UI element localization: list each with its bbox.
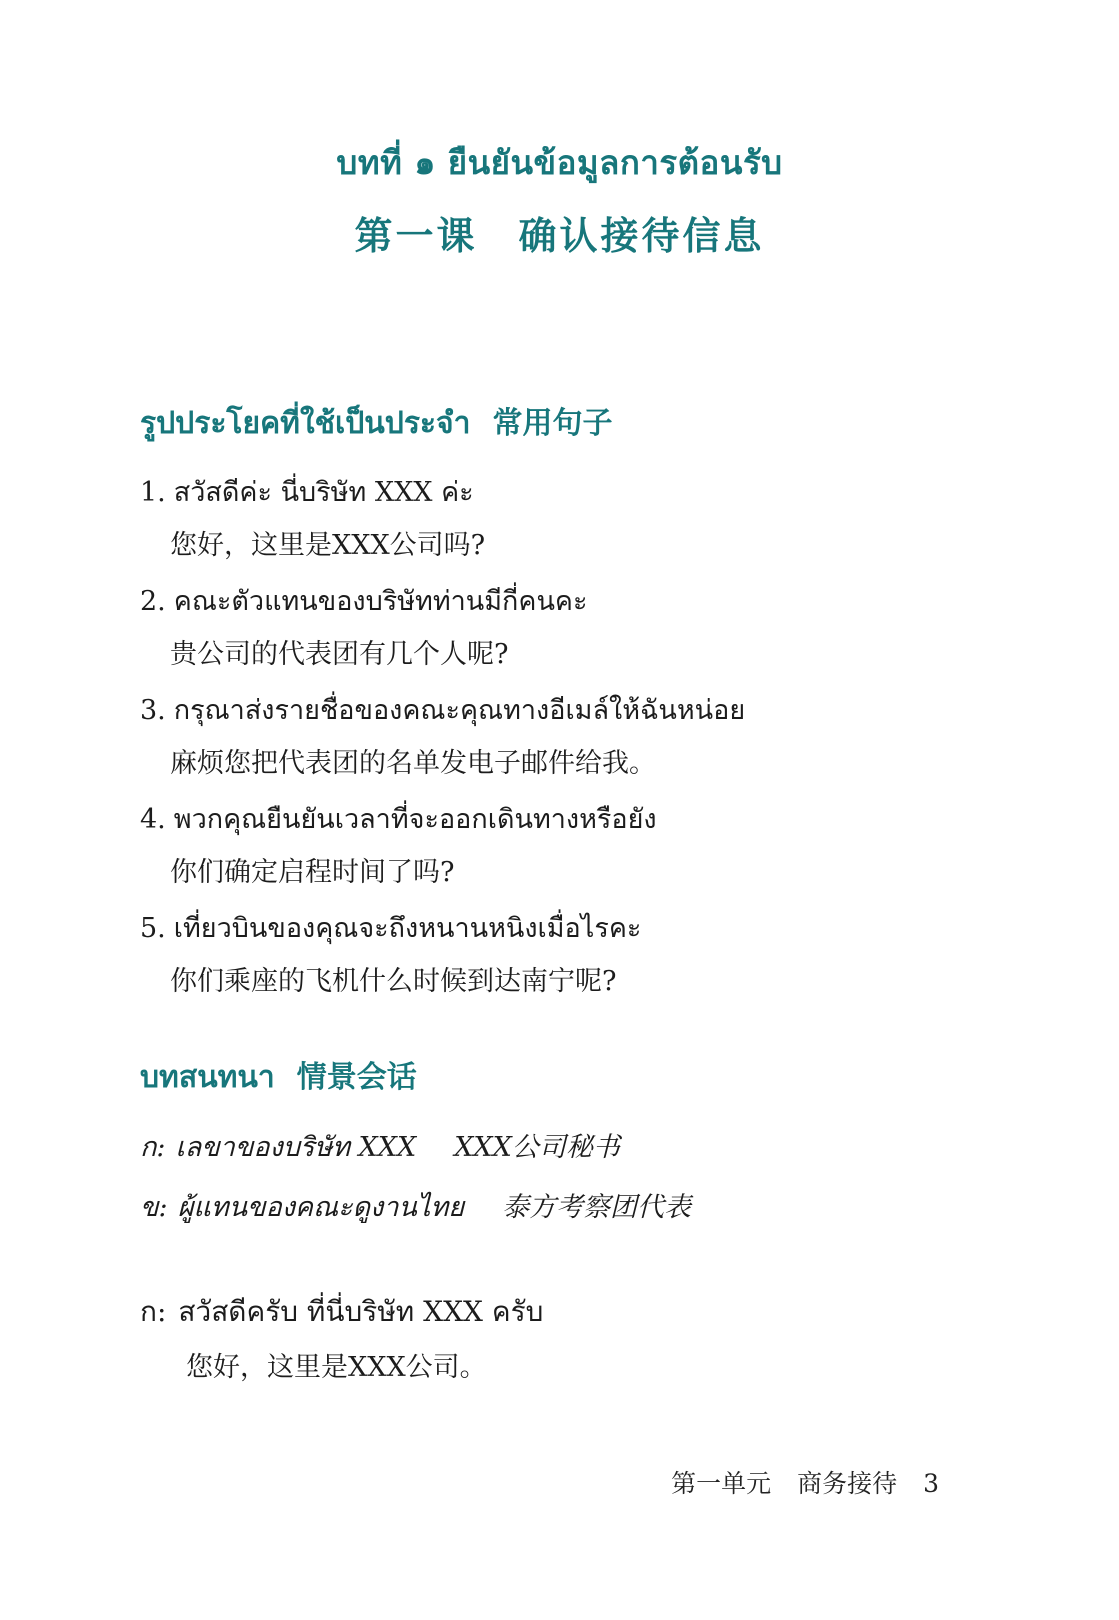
sentence-item [140, 793, 990, 899]
sentence-thai-line [140, 575, 990, 628]
sentences-section-heading [140, 398, 612, 447]
sentence-number: 1. [140, 477, 166, 508]
sentence-item [140, 684, 990, 790]
footer-page-number: 3 [923, 1469, 939, 1498]
sentence-thai-text: พวกคุณยืนยันเวลาที่จะออกเดินทางหรือยัง [173, 804, 657, 835]
sentence-chinese-line: 你们确定启程时间了吗? [170, 857, 455, 888]
dialogue-thai-line [140, 1284, 990, 1340]
sentences-heading-thai: รูปประโยคที่ใช้เป็นประจำ [140, 406, 471, 441]
sentence-item [140, 466, 990, 572]
cast-label: ข: [140, 1192, 168, 1223]
sentence-item [140, 575, 990, 681]
cast-thai: ผู้แทนของคณะดูงานไทย [177, 1192, 465, 1223]
page-footer [671, 1464, 939, 1500]
dialogue-section-heading [140, 1052, 417, 1101]
sentence-thai-line [140, 684, 990, 737]
sentence-thai-line [140, 902, 990, 955]
cast-line [140, 1118, 990, 1178]
sentence-number: 3. [140, 695, 166, 726]
cast-chinese: XXX公司秘书 [454, 1132, 620, 1163]
sentence-thai-line [140, 466, 990, 519]
chapter-title-block [0, 136, 1119, 260]
dialogue-thai-text: สวัสดีครับ ที่นี่บริษัท XXX ครับ [178, 1295, 544, 1328]
footer-unit: 第一单元 [671, 1469, 772, 1498]
cast-label: ก: [140, 1132, 166, 1163]
sentence-chinese-line: 您好，这里是XXX公司吗? [170, 530, 486, 561]
cast-thai: เลขาของบริษัท XXX [175, 1132, 417, 1163]
sentence-thai-text: คณะตัวแทนของบริษัทท่านมีกี่คนคะ [173, 586, 588, 617]
dialogue-block [140, 1284, 990, 1396]
sentence-list [140, 466, 990, 1011]
sentence-thai-text: เที่ยวบินของคุณจะถึงหนานหนิงเมื่อไรคะ [173, 913, 642, 944]
sentence-thai-line [140, 793, 990, 846]
sentence-number: 2. [140, 586, 166, 617]
chapter-title-thai: บทที่ ๑ ยืนยันข้อมูลการต้อนรับ [336, 143, 783, 182]
cast-line [140, 1178, 990, 1238]
chapter-title-chinese: 第一课 确认接待信息 [354, 214, 765, 258]
sentence-number: 5. [140, 913, 166, 944]
sentence-thai-text: กรุณาส่งรายชื่อของคณะคุณทางอีเมล์ให้ฉันหน่อย [173, 695, 746, 726]
dialogue-heading-chinese: 情景会话 [296, 1060, 417, 1095]
dialogue-speaker-label: ก: [140, 1295, 167, 1328]
sentence-chinese-line: 贵公司的代表团有几个人呢? [170, 639, 509, 670]
sentences-heading-chinese: 常用句子 [492, 406, 613, 441]
cast-list [140, 1118, 990, 1238]
cast-chinese: 泰方考察团代表 [502, 1192, 692, 1223]
dialogue-chinese-line: 您好，这里是XXX公司。 [186, 1352, 487, 1383]
dialogue-heading-thai: บทสนทนา [140, 1060, 275, 1095]
sentence-thai-text: สวัสดีค่ะ นี่บริษัท XXX ค่ะ [173, 477, 474, 508]
sentence-item [140, 902, 990, 1008]
sentence-chinese-line: 你们乘座的飞机什么时候到达南宁呢? [170, 966, 617, 997]
sentence-chinese-line: 麻烦您把代表团的名单发电子邮件给我。 [170, 748, 656, 779]
sentence-number: 4. [140, 804, 166, 835]
footer-section: 商务接待 [797, 1469, 898, 1498]
